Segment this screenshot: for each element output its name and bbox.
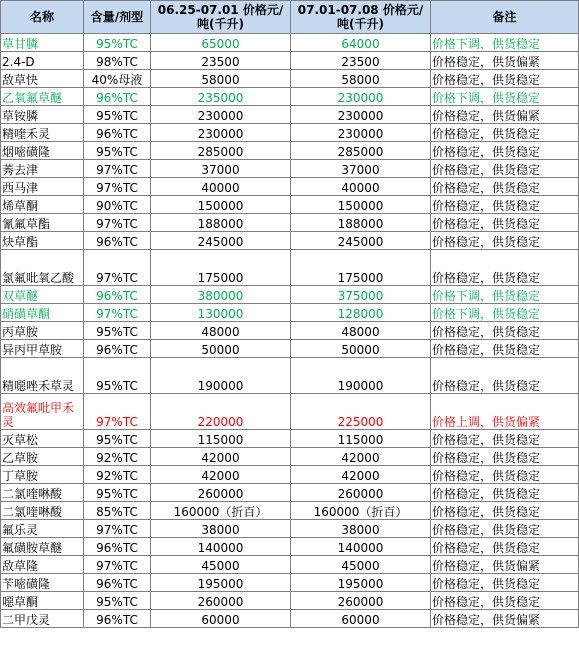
table-row — [1, 574, 579, 592]
table-row — [1, 52, 579, 70]
cell-spec: 96%TC — [84, 340, 151, 358]
cell-note: 价格稳定，供货偏紧 — [431, 556, 579, 574]
cell-spec: 96%TC — [84, 88, 151, 106]
cell-price-week2: 225000 — [291, 394, 431, 430]
cell-spec: 85%TC — [84, 502, 151, 520]
cell-name: 氰氟草酯 — [1, 214, 84, 232]
table-row — [1, 304, 579, 322]
table-row — [1, 592, 579, 610]
cell-name: 氟乐灵 — [1, 520, 84, 538]
table-row — [1, 394, 579, 430]
cell-note: 价格稳定，供货稳定 — [431, 340, 579, 358]
cell-spec: 97%TC — [84, 250, 151, 286]
cell-note: 价格稳定，供货稳定 — [431, 502, 579, 520]
cell-spec: 95%TC — [84, 592, 151, 610]
cell-spec: 97%TC — [84, 160, 151, 178]
cell-name: 莠去津 — [1, 160, 84, 178]
cell-note: 价格稳定，供货稳定 — [431, 178, 579, 196]
cell-note: 价格稳定，供货稳定 — [431, 196, 579, 214]
cell-price-week1: 115000 — [151, 430, 291, 448]
cell-price-week2: 42000 — [291, 466, 431, 484]
cell-name: 西马津 — [1, 178, 84, 196]
table-row — [1, 322, 579, 340]
table-row — [1, 466, 579, 484]
cell-spec: 96%TC — [84, 286, 151, 304]
cell-price-week2: 23500 — [291, 52, 431, 70]
cell-price-week2: 38000 — [291, 520, 431, 538]
table-row — [1, 88, 579, 106]
cell-price-week1: 175000 — [151, 250, 291, 286]
cell-note: 价格稳定，供货稳定 — [431, 520, 579, 538]
cell-price-week1: 230000 — [151, 106, 291, 124]
cell-name: 丙草胺 — [1, 322, 84, 340]
header-row — [1, 1, 579, 34]
cell-price-week2: 50000 — [291, 340, 431, 358]
header-spec: 含量/剂型 — [84, 1, 151, 34]
table-row — [1, 430, 579, 448]
cell-note: 价格稳定，供货稳定 — [431, 232, 579, 250]
cell-note: 价格稳定，供货稳定 — [431, 484, 579, 502]
cell-name: 敌草快 — [1, 70, 84, 88]
cell-spec: 96%TC — [84, 232, 151, 250]
cell-spec: 95%TC — [84, 322, 151, 340]
cell-spec: 95%TC — [84, 106, 151, 124]
table-row — [1, 232, 579, 250]
cell-price-week2: 115000 — [291, 430, 431, 448]
cell-price-week1: 195000 — [151, 574, 291, 592]
cell-note: 价格稳定，供货稳定 — [431, 466, 579, 484]
cell-price-week2: 60000 — [291, 610, 431, 628]
cell-price-week2: 128000 — [291, 304, 431, 322]
cell-price-week1: 380000 — [151, 286, 291, 304]
cell-spec: 96%TC — [84, 538, 151, 556]
table-row — [1, 286, 579, 304]
cell-note: 价格稳定，供货稳定 — [431, 592, 579, 610]
cell-note: 价格稳定，供货稳定 — [431, 322, 579, 340]
cell-price-week1: 37000 — [151, 160, 291, 178]
cell-name: 硝磺草酮 — [1, 304, 84, 322]
cell-name: 烟嘧磺隆 — [1, 142, 84, 160]
cell-price-week1: 58000 — [151, 70, 291, 88]
cell-price-week1: 23500 — [151, 52, 291, 70]
cell-price-week1: 140000 — [151, 538, 291, 556]
cell-price-week1: 48000 — [151, 322, 291, 340]
cell-spec: 98%TC — [84, 52, 151, 70]
table-row — [1, 538, 579, 556]
cell-price-week2: 260000 — [291, 484, 431, 502]
cell-name: 二氯喹啉酸 — [1, 484, 84, 502]
cell-price-week1: 260000 — [151, 592, 291, 610]
cell-name: 丁草胺 — [1, 466, 84, 484]
cell-spec: 96%TC — [84, 574, 151, 592]
cell-price-week1: 160000（折百） — [151, 502, 291, 520]
cell-name: 灭草松 — [1, 430, 84, 448]
cell-name: 乙氧氟草醚 — [1, 88, 84, 106]
cell-price-week1: 130000 — [151, 304, 291, 322]
cell-price-week1: 150000 — [151, 196, 291, 214]
header-name: 名称 — [1, 1, 84, 34]
cell-name: 二甲戊灵 — [1, 610, 84, 628]
cell-note: 价格下调，供货稳定 — [431, 304, 579, 322]
cell-name: 精喹禾灵 — [1, 124, 84, 142]
table-row — [1, 160, 579, 178]
cell-note: 价格稳定，供货稳定 — [431, 160, 579, 178]
cell-name: 高效氟吡甲禾灵 — [1, 394, 84, 430]
cell-price-week1: 60000 — [151, 610, 291, 628]
cell-price-week1: 38000 — [151, 520, 291, 538]
cell-spec: 40%母液 — [84, 70, 151, 88]
cell-spec: 92%TC — [84, 466, 151, 484]
table-row — [1, 610, 579, 628]
cell-price-week1: 50000 — [151, 340, 291, 358]
cell-name: 氯氟吡氧乙酸 — [1, 250, 84, 286]
cell-name: 二氯喹啉酸 — [1, 502, 84, 520]
cell-note: 价格稳定，供货稳定 — [431, 214, 579, 232]
header-note: 备注 — [431, 1, 579, 34]
cell-note: 价格稳定，供货稳定 — [431, 358, 579, 394]
table-row — [1, 106, 579, 124]
cell-name: 苄嘧磺隆 — [1, 574, 84, 592]
cell-price-week1: 45000 — [151, 556, 291, 574]
cell-note: 价格稳定，供货偏紧 — [431, 106, 579, 124]
table-row — [1, 196, 579, 214]
cell-note: 价格稳定，供货稳定 — [431, 574, 579, 592]
cell-name: 2.4-D — [1, 52, 84, 70]
table-row — [1, 520, 579, 538]
cell-price-week2: 260000 — [291, 592, 431, 610]
cell-spec: 97%TC — [84, 556, 151, 574]
cell-spec: 92%TC — [84, 448, 151, 466]
cell-note: 价格下调，供货稳定 — [431, 286, 579, 304]
cell-price-week2: 375000 — [291, 286, 431, 304]
cell-spec: 96%TC — [84, 610, 151, 628]
table-row — [1, 70, 579, 88]
cell-spec: 97%TC — [84, 304, 151, 322]
table-row — [1, 142, 579, 160]
table-row — [1, 358, 579, 394]
cell-price-week1: 65000 — [151, 34, 291, 52]
table-row — [1, 34, 579, 52]
cell-price-week2: 245000 — [291, 232, 431, 250]
cell-name: 氟磺胺草醚 — [1, 538, 84, 556]
cell-name: 炔草酯 — [1, 232, 84, 250]
cell-price-week1: 260000 — [151, 484, 291, 502]
cell-price-week2: 285000 — [291, 142, 431, 160]
cell-note: 价格稳定，供货稳定 — [431, 250, 579, 286]
cell-price-week1: 42000 — [151, 448, 291, 466]
cell-note: 价格稳定，供货稳定 — [431, 448, 579, 466]
cell-name: 异丙甲草胺 — [1, 340, 84, 358]
cell-spec: 97%TC — [84, 214, 151, 232]
cell-spec: 97%TC — [84, 178, 151, 196]
cell-spec: 95%TC — [84, 34, 151, 52]
cell-spec: 95%TC — [84, 430, 151, 448]
table-row — [1, 556, 579, 574]
cell-note: 价格下调，供货稳定 — [431, 88, 579, 106]
cell-price-week2: 45000 — [291, 556, 431, 574]
table-row — [1, 484, 579, 502]
cell-price-week2: 160000（折百） — [291, 502, 431, 520]
cell-name: 草甘膦 — [1, 34, 84, 52]
cell-note: 价格下调，供货稳定 — [431, 34, 579, 52]
cell-name: 敌草隆 — [1, 556, 84, 574]
cell-price-week1: 285000 — [151, 142, 291, 160]
cell-name: 草铵膦 — [1, 106, 84, 124]
cell-price-week1: 220000 — [151, 394, 291, 430]
table-row — [1, 340, 579, 358]
cell-price-week2: 37000 — [291, 160, 431, 178]
cell-name: 烯草酮 — [1, 196, 84, 214]
table-row — [1, 178, 579, 196]
table-row — [1, 448, 579, 466]
table-row — [1, 214, 579, 232]
table-body — [1, 34, 579, 628]
cell-price-week2: 230000 — [291, 106, 431, 124]
cell-name: 噁草酮 — [1, 592, 84, 610]
cell-note: 价格稳定，供货稳定 — [431, 124, 579, 142]
cell-price-week2: 195000 — [291, 574, 431, 592]
cell-price-week2: 175000 — [291, 250, 431, 286]
cell-price-week2: 230000 — [291, 88, 431, 106]
cell-price-week1: 190000 — [151, 358, 291, 394]
header-price-week2: 07.01-07.08 价格元/吨(千升) — [291, 1, 431, 34]
cell-spec: 95%TC — [84, 484, 151, 502]
cell-note: 价格稳定，供货稳定 — [431, 142, 579, 160]
cell-price-week2: 190000 — [291, 358, 431, 394]
cell-spec: 95%TC — [84, 358, 151, 394]
cell-price-week1: 230000 — [151, 124, 291, 142]
cell-name: 乙草胺 — [1, 448, 84, 466]
cell-price-week1: 188000 — [151, 214, 291, 232]
cell-spec: 95%TC — [84, 142, 151, 160]
cell-spec: 90%TC — [84, 196, 151, 214]
cell-price-week2: 58000 — [291, 70, 431, 88]
cell-price-week1: 235000 — [151, 88, 291, 106]
header-price-week1: 06.25-07.01 价格元/吨(千升) — [151, 1, 291, 34]
cell-note: 价格稳定，供货稳定 — [431, 538, 579, 556]
cell-price-week2: 64000 — [291, 34, 431, 52]
cell-note: 价格上调，供货偏紧 — [431, 394, 579, 430]
cell-spec: 97%TC — [84, 520, 151, 538]
table-row — [1, 124, 579, 142]
cell-note: 价格稳定，供货稳定 — [431, 430, 579, 448]
cell-price-week2: 150000 — [291, 196, 431, 214]
cell-price-week1: 245000 — [151, 232, 291, 250]
cell-price-week2: 48000 — [291, 322, 431, 340]
cell-price-week2: 40000 — [291, 178, 431, 196]
cell-note: 价格稳定，供货稳定 — [431, 70, 579, 88]
cell-price-week2: 188000 — [291, 214, 431, 232]
cell-price-week1: 42000 — [151, 466, 291, 484]
cell-price-week2: 140000 — [291, 538, 431, 556]
cell-price-week2: 230000 — [291, 124, 431, 142]
cell-spec: 96%TC — [84, 124, 151, 142]
cell-price-week1: 40000 — [151, 178, 291, 196]
cell-note: 价格稳定，供货偏紧 — [431, 52, 579, 70]
cell-note: 价格稳定，供货偏紧 — [431, 610, 579, 628]
cell-name: 双草醚 — [1, 286, 84, 304]
cell-spec: 97%TC — [84, 394, 151, 430]
cell-price-week2: 42000 — [291, 448, 431, 466]
table-row — [1, 250, 579, 286]
table-row — [1, 502, 579, 520]
cell-name: 精噁唑禾草灵 — [1, 358, 84, 394]
